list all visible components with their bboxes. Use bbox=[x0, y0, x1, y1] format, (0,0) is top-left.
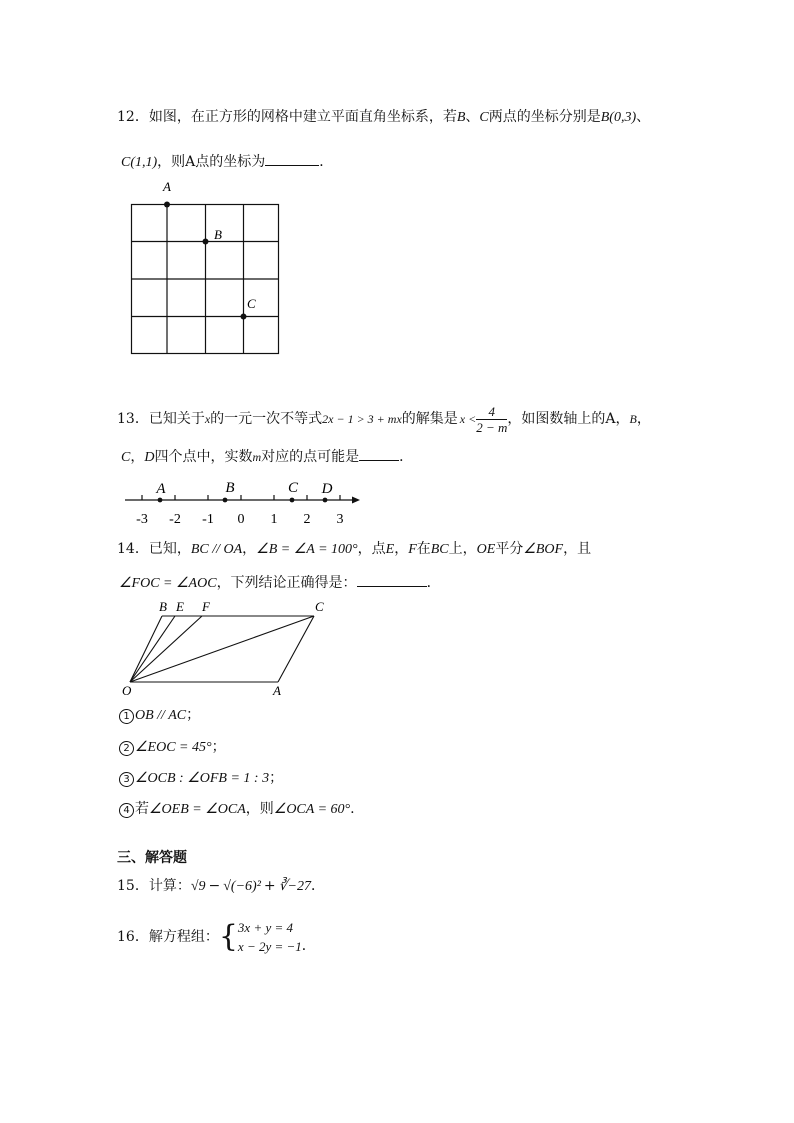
segment-ac bbox=[278, 616, 314, 682]
option-tail: ； bbox=[211, 739, 226, 755]
q12-line1 bbox=[117, 108, 650, 127]
label-c: C bbox=[315, 599, 324, 614]
q13-point-d: D bbox=[144, 450, 155, 465]
option-text: ∠OEB = ∠OCA bbox=[149, 802, 246, 817]
q16-period: ． bbox=[301, 938, 316, 954]
label-a: A bbox=[163, 179, 171, 194]
point-c-dot bbox=[241, 314, 247, 320]
q13-inequality: 2x − 1 > 3 + mx bbox=[322, 412, 402, 426]
option-text: ∠OCA = 60° bbox=[273, 802, 351, 817]
label-f: F bbox=[202, 599, 210, 614]
point-c-dot bbox=[290, 498, 295, 503]
option-number: 1 bbox=[119, 709, 134, 724]
section-title: 三、解答题 bbox=[117, 850, 187, 866]
tick-label: 1 bbox=[270, 512, 278, 527]
q14-point-e: E bbox=[385, 542, 395, 557]
q14-angle: ∠BOF bbox=[523, 542, 564, 557]
point-b-dot bbox=[223, 498, 228, 503]
option-tail: ； bbox=[269, 770, 284, 786]
label-a: A bbox=[273, 683, 281, 698]
q15-operator: + bbox=[263, 878, 276, 894]
option-text: ∠OCB : ∠OFB = 1 : 3 bbox=[135, 771, 270, 786]
q14-text: ，点 bbox=[357, 541, 386, 557]
q13-text: 四个点中，实数 bbox=[154, 449, 253, 465]
q14-parallelogram-figure bbox=[118, 596, 338, 698]
option-text: 若 bbox=[135, 801, 149, 817]
q12-text: 12．如图，在正方形的网格中建立平面直角坐标系，若 bbox=[117, 109, 457, 125]
tick-label: -3 bbox=[136, 512, 148, 527]
q15-operator: − bbox=[208, 878, 221, 894]
option-tail: . bbox=[350, 801, 355, 817]
label-c: C bbox=[287, 480, 299, 496]
system-brace-icon: { bbox=[218, 919, 238, 954]
point-d-dot bbox=[323, 498, 328, 503]
label-e: E bbox=[176, 599, 184, 614]
q12-sep: 、 bbox=[465, 109, 480, 125]
tick-label: 3 bbox=[336, 512, 344, 527]
q13-text: 13．已知关于 bbox=[117, 411, 205, 427]
tick-label: 2 bbox=[303, 512, 311, 527]
q13-number-line bbox=[120, 476, 370, 528]
label-b: B bbox=[159, 599, 167, 614]
q14-line2 bbox=[119, 572, 441, 593]
point-b-dot bbox=[203, 239, 209, 245]
q15-text: 15．计算： bbox=[117, 878, 191, 894]
q15-cbrt-neg27: ∛−27 bbox=[278, 879, 312, 894]
q14-segment: BC bbox=[430, 542, 449, 557]
q12-c-coordinate: C(1,1) bbox=[121, 155, 158, 170]
q12-grid-figure bbox=[126, 176, 286, 358]
q14-sep: ， bbox=[242, 541, 257, 557]
option-text: ∠EOC = 45° bbox=[135, 740, 212, 755]
q15-line bbox=[117, 877, 325, 896]
q12-answer-blank[interactable] bbox=[265, 151, 319, 166]
q14-text: 在 bbox=[416, 541, 431, 557]
q14-text: ，且 bbox=[563, 541, 592, 557]
axis-arrow-icon bbox=[352, 497, 360, 504]
q13-line2 bbox=[121, 446, 413, 467]
q13-text: ，如图数轴上的A， bbox=[507, 411, 630, 427]
label-d: D bbox=[321, 481, 333, 497]
q12-b-coordinate: B(0,3) bbox=[600, 110, 637, 125]
q16-line bbox=[117, 918, 316, 956]
label-a: A bbox=[156, 481, 166, 497]
q12-text: 两点的坐标分别是 bbox=[488, 109, 601, 125]
label-b: B bbox=[225, 480, 235, 496]
q14-condition: BC // OA bbox=[190, 542, 243, 557]
q14-text: 平分 bbox=[495, 541, 524, 557]
q12-sep: 、 bbox=[636, 109, 651, 125]
tick-label: -1 bbox=[202, 512, 214, 527]
q16-text: 16．解方程组： bbox=[117, 929, 219, 945]
q14-line1 bbox=[117, 540, 591, 559]
q13-answer-blank[interactable] bbox=[359, 446, 399, 461]
q14-option-4 bbox=[119, 800, 355, 819]
q13-point-b: B bbox=[629, 412, 637, 426]
q14-ray: OE bbox=[476, 542, 496, 557]
q13-var-m: m bbox=[252, 450, 262, 464]
q13-text: 对应的点可能是 bbox=[261, 449, 360, 465]
q12-period: ． bbox=[319, 154, 334, 170]
q13-var-x: x bbox=[204, 412, 211, 426]
q14-text: 14．已知， bbox=[117, 541, 191, 557]
label-o: O bbox=[122, 683, 132, 698]
label-c: C bbox=[247, 296, 256, 311]
q14-option-1 bbox=[119, 706, 200, 725]
q12-text: ，则A点的坐标为 bbox=[157, 154, 266, 170]
q14-condition: ∠B = ∠A = 100° bbox=[256, 542, 358, 557]
option-text: ，则 bbox=[245, 801, 274, 817]
q13-fraction-denominator: 2 − m bbox=[476, 419, 508, 435]
q14-sep: ， bbox=[394, 541, 409, 557]
q12-line2 bbox=[121, 151, 333, 172]
q13-point-c: C bbox=[121, 450, 131, 465]
q14-text: ，下列结论正确得是： bbox=[216, 575, 357, 591]
q16-equation-1: 3x + y = 4 bbox=[237, 920, 294, 935]
q14-answer-blank[interactable] bbox=[357, 572, 427, 587]
q13-period: ． bbox=[399, 449, 414, 465]
q14-point-f: F bbox=[408, 542, 417, 557]
q15-sqrt-9: √9 bbox=[190, 879, 206, 894]
axis-ticks bbox=[142, 495, 340, 500]
q13-sep: ， bbox=[130, 449, 145, 465]
q14-condition: ∠FOC = ∠AOC bbox=[119, 576, 217, 591]
segment-oe bbox=[130, 616, 175, 682]
q16-equation-2: x − 2y = −1 bbox=[237, 939, 302, 954]
q13-text: 的一元一次不等式 bbox=[210, 411, 323, 427]
point-a-dot bbox=[164, 202, 170, 208]
q13-text: 的解集是 bbox=[401, 411, 458, 427]
q15-sqrt-neg6-sq: √(−6)² bbox=[223, 879, 261, 894]
option-text: OB // AC bbox=[135, 708, 187, 723]
q13-fraction bbox=[476, 404, 507, 435]
q13-fraction-numerator: 4 bbox=[476, 404, 507, 420]
point-a-dot bbox=[158, 498, 163, 503]
option-number: 4 bbox=[119, 803, 134, 818]
q14-text: 上， bbox=[448, 541, 477, 557]
q13-line1 bbox=[117, 401, 651, 437]
tick-label: 0 bbox=[237, 512, 245, 527]
q13-solution-lhs: x < bbox=[459, 412, 477, 426]
tick-label: -2 bbox=[169, 512, 181, 527]
q15-period: ． bbox=[311, 878, 326, 894]
q13-sep: ， bbox=[636, 411, 651, 427]
q14-option-3 bbox=[119, 769, 283, 788]
option-number: 3 bbox=[119, 772, 134, 787]
option-number: 2 bbox=[119, 741, 134, 756]
label-b: B bbox=[214, 227, 222, 242]
segment-of bbox=[130, 616, 202, 682]
q14-period: ． bbox=[426, 575, 441, 591]
q16-system bbox=[238, 918, 302, 956]
q14-option-2 bbox=[119, 738, 226, 757]
q12-point-c: C bbox=[479, 110, 489, 125]
option-tail: ； bbox=[186, 707, 201, 723]
q12-point-b: B bbox=[456, 110, 466, 125]
